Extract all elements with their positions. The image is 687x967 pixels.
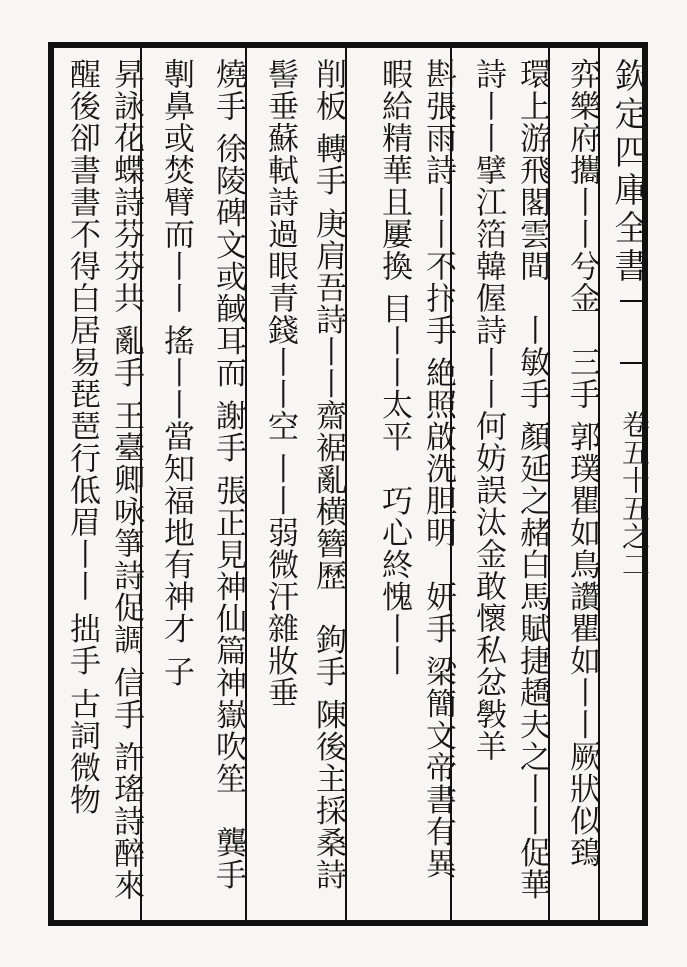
text-column: 弈樂府攜丨丨兮金 三手 郭璞瞿如鳥讚瞿如丨丨厥狀似鵄	[564, 58, 600, 869]
book-title: 欽定四庫全書	[608, 58, 648, 286]
fish-tail-mark	[620, 300, 644, 364]
text-column: 剸鼻或焚臂而丨丨 搖丨丨當知福地有神才 子	[158, 58, 194, 688]
text-column: 斟張雨詩丨丨不抃手 絶照啟洗胆明 妍手 梁簡文帝書有異	[420, 58, 456, 880]
text-column: 環上游飛閣雲間 丨敏手 顏延之赭白馬賦捷趫夫之丨丨促華	[514, 58, 550, 901]
text-column: 削板 轉手 庚肩吾詩丨丨齋裾亂横簪歷 鉤手 陳後主採桑詩	[310, 58, 346, 891]
text-column: 暇給精華且屢換 目丨丨太平 巧心終愧丨丨	[376, 58, 412, 677]
text-column: 燒手 徐陵碑文或馘耳而 謝手 張正見神仙篇神嶽吹笙 龔手	[210, 58, 246, 891]
text-column: 詩丨丨擘江箔韓偓詩丨丨何妨誤汰金敢懷私忿斅羊	[470, 58, 506, 762]
chapter-label: 卷五十五之二	[618, 410, 651, 578]
text-column: 髻垂蘇軾詩過眼青錢丨丨空 丨丨弱微汗雜妝垂	[262, 58, 298, 709]
text-column: 昇詠花蝶詩芬芬共 亂手 王臺卿咏箏詩促調 信手 許瑤詩醉來	[108, 58, 144, 902]
text-column: 醒後卻書書不得白居易琵琶行低眉丨丨 拙手 古詞微物	[64, 58, 100, 816]
